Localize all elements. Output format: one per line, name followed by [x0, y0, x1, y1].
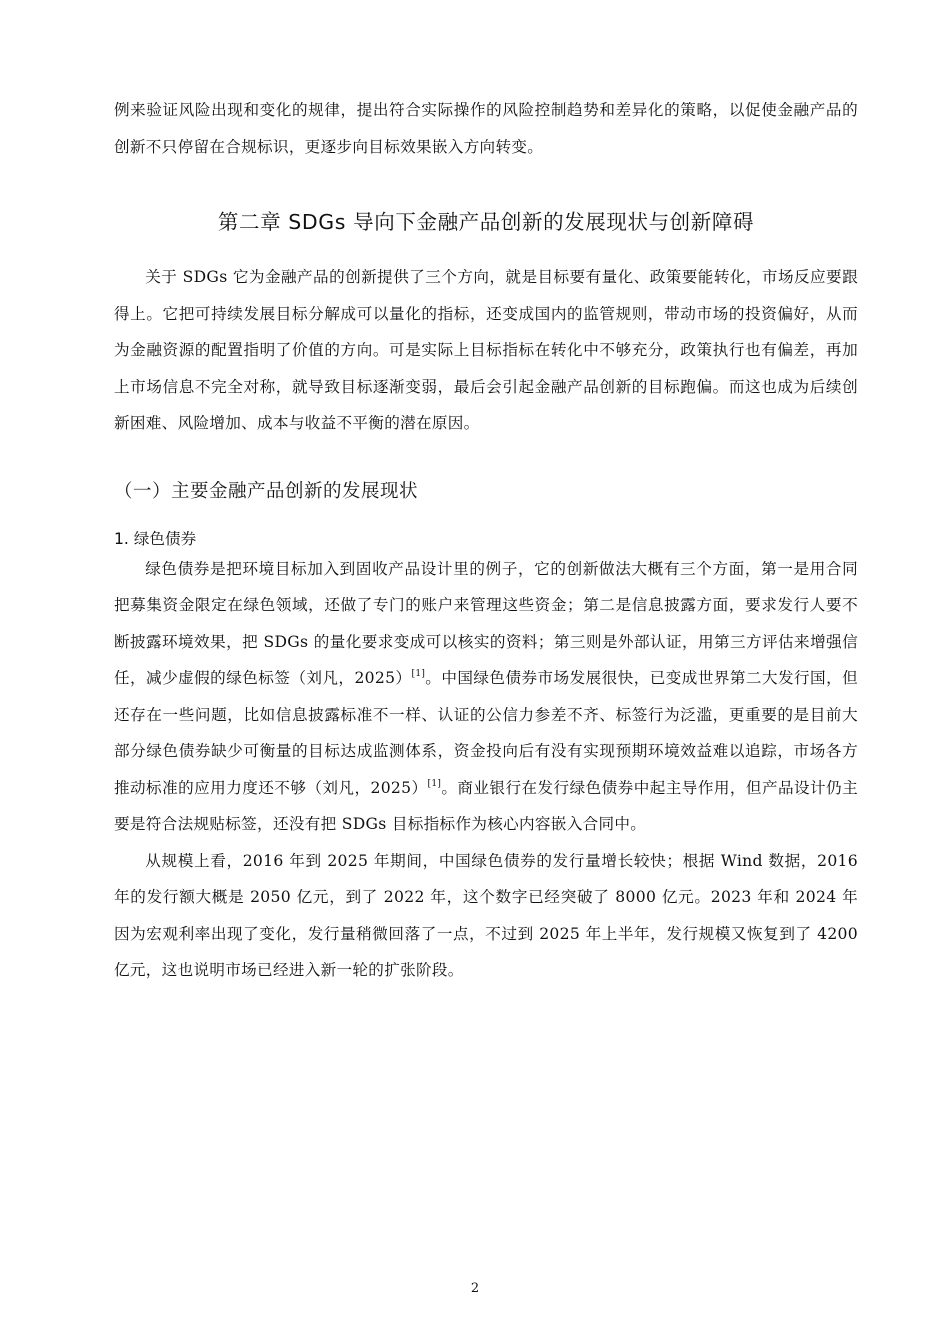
green-bond-text-1: 绿色债券是把环境目标加入到固收产品设计里的例子，它的创新做法大概有三个方面，第一是用合同把募集资金限定在绿色领域，还做了专门的账户来管理这些资金；第二是信息披露方面，要求发行人要不断披露环境效果，把 SDGs 的量化要求变成可以核实的资料；第三则是外部认证，用第三方评估来增强信任，减少虚假的绿色标签（刘凡，2025） [114, 559, 858, 687]
chapter-title: 第二章 SDGs 导向下金融产品创新的发展现状与创新障碍 [217, 210, 755, 234]
page-number: 2 [470, 1281, 480, 1296]
citation-ref[interactable]: [1] [411, 669, 426, 679]
intro-paragraph: 例来验证风险出现和变化的规律，提出符合实际操作的风险控制趋势和差异化的策略，以促使金融产品的创新不只停留在合规标识，更逐步向目标效果嵌入方向转变。 [114, 101, 858, 156]
scale-paragraph: 从规模上看，2016 年到 2025 年期间，中国绿色债券的发行量增长较快；根据 Wind 数据，2016 年的发行额大概是 2050 亿元，到了 2022 年，这个数字已经突破了 8000 亿元。2023 年和 2024 年因为宏观利率出现了变化，发行量稍微回落了一点，不过到 2025 年上半年，发行规模又恢复到了 4200 亿元，这也说明市场已经进入新一轮的扩张阶段。 [114, 851, 858, 979]
green-bond-text-3: 。商业银行在发行绿色债券中起主导作用，但产品设计仍主要是符合法规贴标签，还没有把 SDGs 目标指标作为核心内容嵌入合同中。 [114, 778, 858, 833]
green-bond-text-2: 。中国绿色债券市场发展很快，已变成世界第二大发行国，但还存在一些问题，比如信息披露标准不一样、认证的公信力参差不齐、标签行为泛滥，更重要的是目前大部分绿色债券缺少可衡量的目标达成监测体系，资金投向后有没有实现预期环境效益难以追踪，市场各方推动标准的应用力度还不够（刘凡，2025） [114, 669, 858, 797]
green-bond-paragraph [114, 551, 858, 843]
chapter-paragraph: 关于 SDGs 它为金融产品的创新提供了三个方向，就是目标要有量化、政策要能转化，市场反应要跟得上。它把可持续发展目标分解成可以量化的指标，还变成国内的监管规则，带动市场的投资偏好，从而为金融资源的配置指明了价值的方向。可是实际上目标指标在转化中不够充分，政策执行也有偏差，再加上市场信息不完全对称，就导致目标逐渐变弱，最后会引起金融产品创新的目标跑偏。而这也成为后续创新困难、风险增加、成本与收益不平衡的潜在原因。 [114, 268, 858, 432]
document-page [114, 92, 858, 989]
citation-ref[interactable]: [1] [427, 778, 442, 789]
subsection-title: 1. 绿色债券 [114, 529, 197, 548]
section-title: （一）主要金融产品创新的发展现状 [114, 480, 419, 502]
